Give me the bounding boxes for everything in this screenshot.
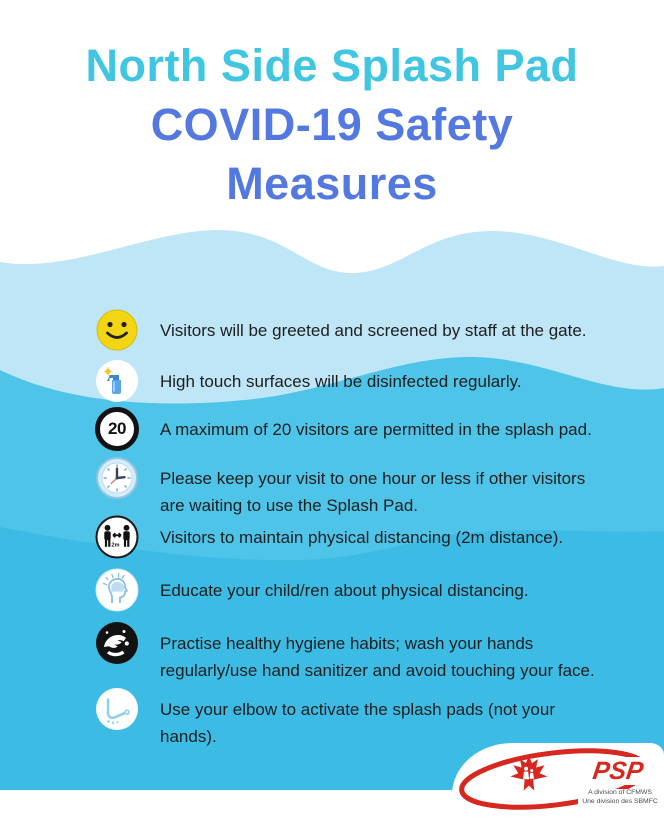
measure-line: Visitors will be greeted and screened by staff at the gate. (160, 321, 587, 340)
measure-line: A maximum of 20 visitors are permitted in the splash pad. (160, 420, 592, 439)
measure-text (160, 568, 655, 604)
measure-line: Please keep your visit to one hour or less if other visitors (160, 469, 586, 488)
distance-label: 2m (111, 542, 120, 549)
physical-distancing-icon (95, 515, 139, 559)
measure-text (160, 359, 655, 395)
measure-line: hands). (160, 727, 217, 746)
psp-wordmark: PSP (578, 757, 658, 785)
logo-tagline-fr: Une division des SBMFC (578, 798, 662, 807)
measure-text (160, 407, 655, 443)
spray-bottle-icon (95, 359, 139, 403)
educate-head-icon (95, 568, 139, 612)
measure-text (160, 515, 655, 551)
measure-text (160, 621, 655, 684)
measure-line: are waiting to use the Splash Pad. (160, 496, 418, 515)
measure-line: Practise healthy hygiene habits; wash your hands (160, 634, 534, 653)
smiley-icon (95, 308, 139, 352)
measure-row-hygiene (95, 621, 655, 684)
max-20-sign-icon (95, 407, 139, 451)
measure-line: Use your elbow to activate the splash pads (not your (160, 700, 555, 719)
measure-row-one-hour (95, 456, 655, 519)
measure-row-educate (95, 568, 655, 612)
hand-washing-icon (95, 621, 139, 665)
title-line-2: COVID-19 Safety (150, 99, 514, 150)
measure-row-greeting (95, 308, 655, 352)
measure-row-distancing (95, 515, 655, 559)
measure-text (160, 456, 655, 519)
measure-row-disinfect (95, 359, 655, 403)
max-20-label: 20 (108, 419, 126, 438)
measure-text (160, 687, 630, 750)
measure-line: Visitors to maintain physical distancing (2m distance). (160, 528, 564, 547)
measure-line: High touch surfaces will be disinfected regularly. (160, 372, 522, 391)
measure-line: regularly/use hand sanitizer and avoid touching your face. (160, 661, 595, 680)
logo-tagline-en: A division of CFMWS (578, 789, 662, 798)
measure-line: Educate your child/ren about physical distancing. (160, 581, 529, 600)
elbow-activate-icon (95, 687, 139, 731)
measure-row-max-visitors (95, 407, 655, 451)
title-line-1: North Side Splash Pad (85, 40, 579, 91)
measure-text (160, 308, 655, 344)
clock-icon (95, 456, 139, 500)
measure-row-elbow (95, 687, 630, 750)
poster-title (0, 36, 664, 213)
organization-logo (452, 743, 664, 822)
title-line-3: Measures (226, 158, 438, 209)
